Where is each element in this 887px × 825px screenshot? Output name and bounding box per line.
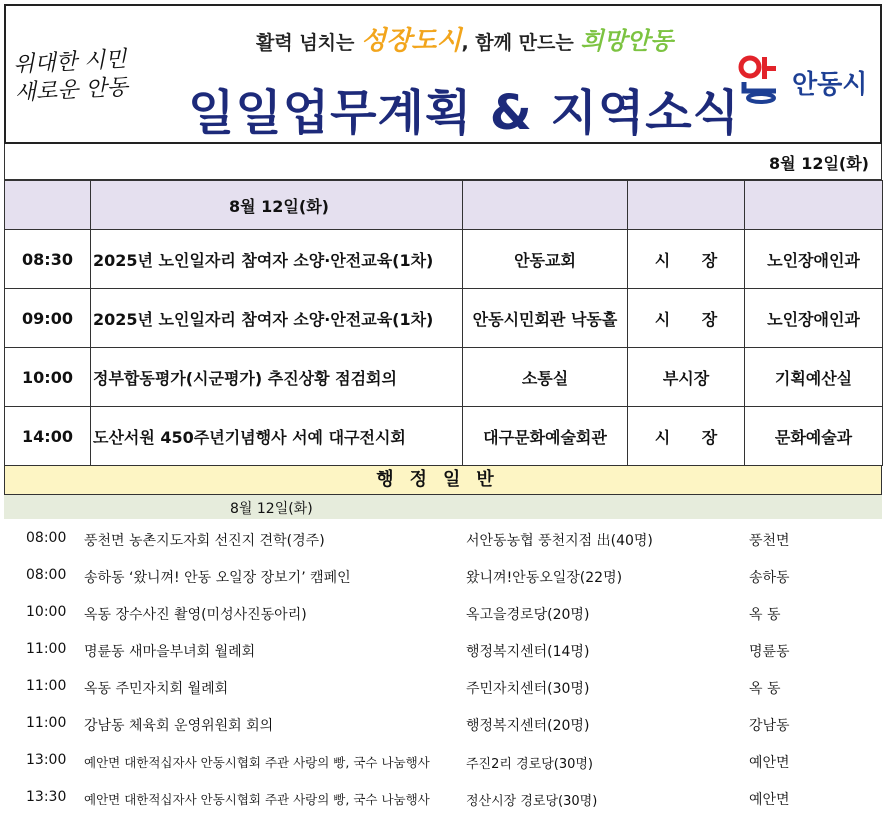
date-row: [4, 144, 882, 180]
item-org: 강남동: [749, 718, 790, 734]
logo-text: 안동시: [792, 70, 868, 100]
item-event: 예안면 대한적십자사 안동시협회 주관 사랑의 빵, 국수 나눔행사: [84, 792, 430, 807]
item-time: 13:00: [26, 752, 67, 768]
header-cell-date: 8월 12일(화): [91, 181, 463, 230]
table-row: [5, 348, 883, 407]
row-dept: 노인장애인과: [745, 230, 883, 289]
item-time: 11:00: [26, 715, 67, 731]
row-time: 10:00: [5, 348, 91, 407]
item-org: 옥 동: [749, 607, 781, 623]
item-event: 옥동 장수사진 촬영(미성사진동아리): [84, 607, 307, 623]
row-time: 08:30: [5, 230, 91, 289]
item-time: 08:00: [26, 567, 67, 583]
row-attendee: 시 장: [628, 407, 745, 466]
item-event: 예안면 대한적십자사 안동시협회 주관 사랑의 빵, 국수 나눔행사: [84, 755, 430, 770]
table-row: [5, 230, 883, 289]
row-event: 도산서원 450주년기념행사 서예 대구전시회: [91, 407, 463, 466]
item-place: 행정복지센터(20명): [466, 718, 590, 734]
item-org: 풍천면: [749, 533, 790, 549]
item-place: 주진2리 경로당(30명): [466, 757, 593, 772]
item-event: 풍천면 농촌지도자회 선진지 견학(경주): [84, 533, 325, 549]
slogan-part-1: 활력 넘치는: [256, 32, 361, 54]
motto-line-1: 위대한 시민: [12, 47, 128, 78]
row-time: 09:00: [5, 289, 91, 348]
table-row: [5, 407, 883, 466]
item-event: 강남동 체육회 운영위원회 회의: [84, 718, 274, 734]
item-place: 정산시장 경로당(30명): [466, 794, 598, 809]
row-time: 14:00: [5, 407, 91, 466]
item-org: 옥 동: [749, 681, 781, 697]
item-place: 서안동농협 풍천지점 出(40명): [466, 533, 653, 549]
item-event: 송하동 ‘왔니껴! 안동 오일장 장보기’ 캠페인: [84, 570, 351, 586]
list-item: [4, 631, 882, 668]
item-place: 왔니껴!안동오일장(22명): [466, 570, 623, 586]
item-org: 예안면: [749, 755, 790, 771]
admin-section-banner: [4, 465, 882, 495]
item-time: 10:00: [26, 604, 67, 620]
item-place: 주민자치센터(30명): [466, 681, 590, 697]
row-place: 안동시민회관 낙동홀: [463, 289, 628, 348]
item-time: 13:30: [26, 789, 67, 805]
item-org: 명륜동: [749, 644, 790, 660]
list-item: [4, 594, 882, 631]
header-cell-dept: [745, 181, 883, 230]
slogan-accent-2: 희망안동: [580, 26, 674, 55]
slogan-part-2: , 함께 만드는: [461, 32, 581, 54]
row-event: 2025년 노인일자리 참여자 소양·안전교육(1차): [91, 289, 463, 348]
item-org: 예안면: [749, 792, 790, 808]
motto-line-2: 새로운 안동: [14, 74, 129, 106]
page-header: [4, 4, 882, 144]
page-title: 일일업무계획 & 지역소식: [188, 85, 740, 141]
table-row: [5, 289, 883, 348]
row-dept: 문화예술과: [745, 407, 883, 466]
report-date: 8월 12일(화): [769, 154, 869, 173]
admin-section-title: 행정일반: [376, 469, 510, 490]
row-place: 대구문화예술회관: [463, 407, 628, 466]
item-event: 옥동 주민자치회 월례회: [84, 681, 229, 697]
list-item: [4, 520, 882, 557]
list-item: [4, 705, 882, 742]
row-attendee: 시 장: [628, 230, 745, 289]
header-cell-time: [5, 181, 91, 230]
schedule-table: [4, 180, 883, 466]
item-org: 송하동: [749, 570, 790, 586]
andong-logo-icon: [736, 54, 786, 104]
item-event: 명륜동 새마을부녀회 월례회: [84, 644, 256, 660]
row-dept: 기획예산실: [745, 348, 883, 407]
header-cell-attendee: [628, 181, 745, 230]
city-slogan: [256, 20, 673, 57]
row-place: 소통실: [463, 348, 628, 407]
row-place: 안동교회: [463, 230, 628, 289]
item-time: 11:00: [26, 678, 67, 694]
row-attendee: 부시장: [628, 348, 745, 407]
schedule-header-row: [5, 181, 883, 230]
row-dept: 노인장애인과: [745, 289, 883, 348]
row-event: 정부합동평가(시군평가) 추진상황 점검회의: [91, 348, 463, 407]
item-time: 08:00: [26, 530, 67, 546]
admin-list: [4, 520, 882, 816]
list-item: [4, 779, 882, 816]
list-item: [4, 668, 882, 705]
admin-date: 8월 12일(화): [230, 501, 313, 517]
city-motto: [13, 44, 166, 108]
row-event: 2025년 노인일자리 참여자 소양·안전교육(1차): [91, 230, 463, 289]
slogan-accent-1: 성장도시: [361, 26, 462, 56]
item-place: 옥고을경로당(20명): [466, 607, 590, 623]
list-item: [4, 742, 882, 779]
row-attendee: 시 장: [628, 289, 745, 348]
item-place: 행정복지센터(14명): [466, 644, 590, 660]
list-item: [4, 557, 882, 594]
header-cell-place: [463, 181, 628, 230]
admin-date-row: [4, 495, 882, 519]
item-time: 11:00: [26, 641, 67, 657]
